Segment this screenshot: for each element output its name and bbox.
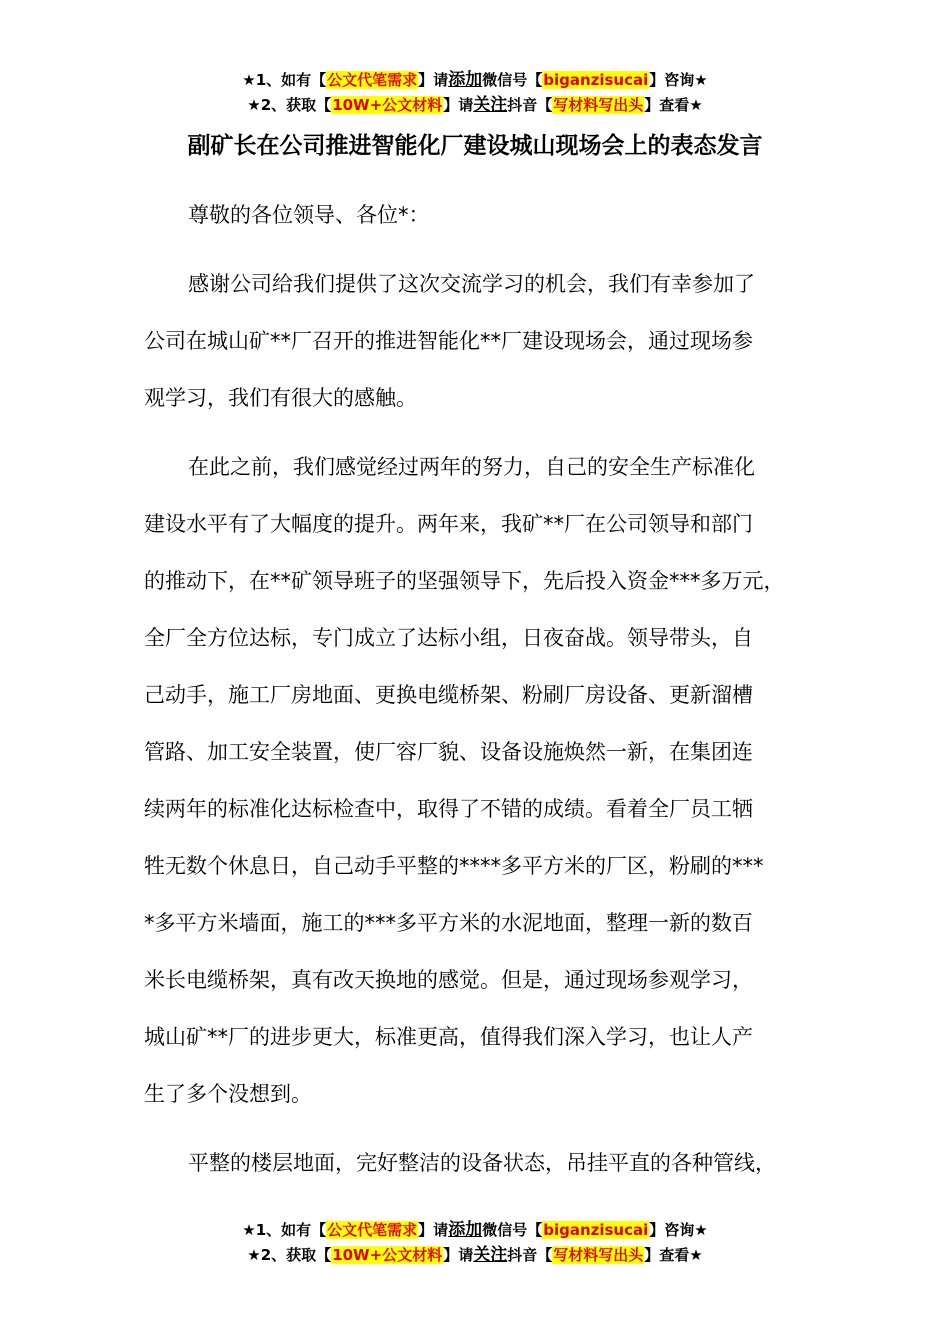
promo-banner-top (0, 68, 950, 118)
paragraph-line: 的推动下，在**矿领导班子的坚强领导下，先后投入资金***多万元， (144, 569, 785, 593)
paragraph-line: 己动手，施工厂房地面、更换电缆桥架、粉刷厂房设备、更新溜槽 (144, 683, 753, 707)
promo-line-2 (0, 93, 950, 118)
promo-highlight: 公文代笔需求 (327, 1221, 418, 1239)
promo-highlight: biganzisucai (543, 71, 649, 89)
promo-text: ★2、获取【 (247, 96, 332, 114)
promo-text: 微信号【 (482, 1221, 543, 1239)
paragraph-line: 感谢公司给我们提供了这次交流学习的机会，我们有幸参加了 (188, 272, 755, 296)
promo-text: ★1、如有【 (242, 71, 327, 89)
document-title: 副矿长在公司推进智能化厂建设城山现场会上的表态发言 (187, 133, 763, 159)
promo-line-2 (0, 1243, 950, 1268)
promo-text: 】咨询★ (649, 71, 708, 89)
paragraph-line: 管路、加工安全装置，使厂容厂貌、设备设施焕然一新，在集团连 (144, 740, 753, 764)
promo-highlight: 10W+公文材料 (332, 1246, 443, 1264)
promo-text: 】请 (418, 1221, 449, 1239)
promo-text: 】咨询★ (649, 1221, 708, 1239)
promo-text: 】查看★ (644, 96, 703, 114)
promo-emphasis: 添加 (448, 1220, 483, 1240)
promo-text: 抖音【 (507, 1246, 553, 1264)
promo-text: ★2、获取【 (247, 1246, 332, 1264)
promo-banner-bottom (0, 1218, 950, 1268)
paragraph-line: 生了多个没想到。 (144, 1082, 312, 1106)
promo-text: 抖音【 (507, 96, 553, 114)
promo-text: ★1、如有【 (242, 1221, 327, 1239)
promo-line-1 (0, 68, 950, 93)
paragraph-3 (144, 1142, 834, 1199)
paragraph-line: 在此之前，我们感觉经过两年的努力，自己的安全生产标准化 (188, 455, 755, 479)
paragraph-line: 续两年的标准化达标检查中，取得了不错的成绩。看着全厂员工牺 (144, 797, 753, 821)
document-body (144, 194, 834, 1199)
promo-highlight: 公文代笔需求 (327, 71, 418, 89)
promo-text: 】查看★ (644, 1246, 703, 1264)
promo-text: 】请 (418, 71, 449, 89)
paragraph-line: 公司在城山矿**厂召开的推进智能化**厂建设现场会，通过现场参 (144, 329, 753, 353)
promo-highlight: 写材料写出头 (553, 96, 644, 114)
paragraph-line: 全厂全方位达标，专门成立了达标小组，日夜奋战。领导带头，自 (144, 626, 753, 650)
paragraph-2 (144, 446, 834, 1130)
promo-text: 微信号【 (482, 71, 543, 89)
promo-line-1 (0, 1218, 950, 1243)
promo-text: 】请 (443, 1246, 474, 1264)
promo-highlight: 10W+公文材料 (332, 96, 443, 114)
paragraph-line: 牲无数个休息日，自己动手平整的****多平方米的厂区，粉刷的*** (144, 854, 764, 878)
paragraph-line: 城山矿**厂的进步更大，标准更高，值得我们深入学习，也让人产 (144, 1025, 753, 1049)
promo-highlight: biganzisucai (543, 1221, 649, 1239)
promo-highlight: 写材料写出头 (553, 1246, 644, 1264)
paragraph-1 (144, 263, 834, 434)
salutation: 尊敬的各位领导、各位*： (188, 203, 430, 227)
paragraph-line: 平整的楼层地面，完好整洁的设备状态，吊挂平直的各种管线， (188, 1151, 776, 1175)
promo-emphasis: 添加 (448, 70, 483, 90)
promo-emphasis: 关注 (473, 1245, 508, 1265)
paragraph-line: *多平方米墙面，施工的***多平方米的水泥地面，整理一新的数百 (144, 911, 753, 935)
promo-emphasis: 关注 (473, 95, 508, 115)
promo-text: 】请 (443, 96, 474, 114)
paragraph-line: 米长电缆桥架，真有改天换地的感觉。但是，通过现场参观学习， (144, 968, 753, 992)
paragraph-line: 建设水平有了大幅度的提升。两年来，我矿**厂在公司领导和部门 (144, 512, 753, 536)
paragraph-line: 观学习，我们有很大的感触。 (144, 386, 417, 410)
